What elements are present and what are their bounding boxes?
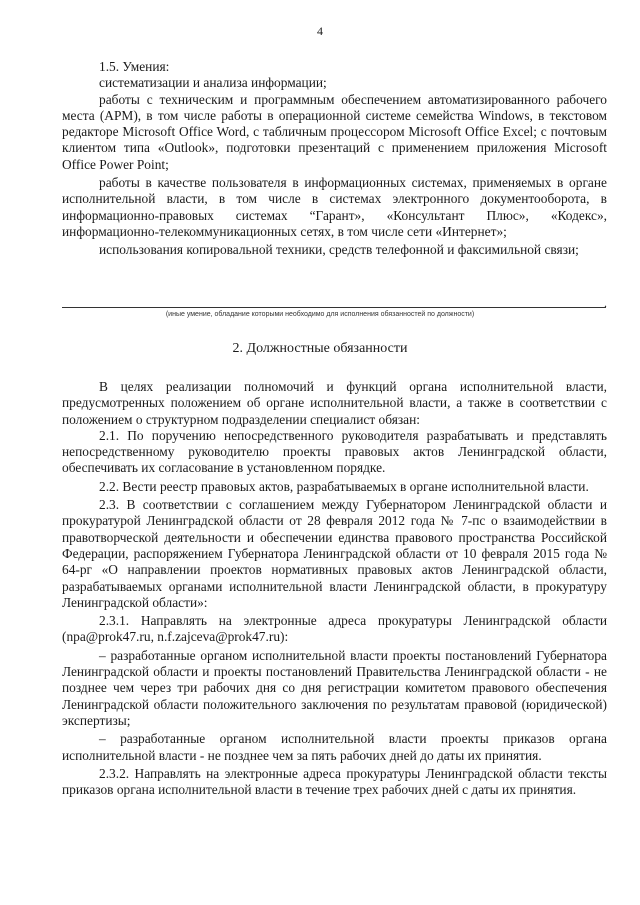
duty-paragraph: 2.3.1. Направлять на электронные адреса прокуратуры Ленинградской области (npa@prok47.ru, n.f.zajceva@prok47.ru): bbox=[62, 613, 607, 645]
section-title-duties: 2. Должностные обязанности bbox=[232, 341, 408, 356]
skills-section bbox=[62, 59, 607, 259]
page-number: 4 bbox=[317, 24, 323, 38]
duties-section bbox=[62, 379, 607, 798]
skill-item: работы в качестве пользователя в информационных системах, применяемых в органе исполнительной власти, в том числе в системах электронного документооборота, в информационно-правовых системах “Гарант», «Консультант Плюс», «Кодекс», информационно-телекоммуникационных сетях, в том числе сети «Интернет»; bbox=[62, 175, 607, 239]
duty-paragraph: – разработанные органом исполнительной власти проекты приказов органа исполнительной власти - не позднее чем за пять рабочих дней до даты их принятия. bbox=[62, 731, 607, 763]
skills-heading: 1.5. Умения: bbox=[99, 59, 170, 74]
duty-paragraph: 2.2. Вести реестр правовых актов, разрабатываемых в органе исполнительной власти. bbox=[99, 478, 589, 494]
skill-item: работы с техническим и программным обеспечением автоматизированного рабочего места (АРМ), в том числе работы в операционной системе семейства Windows, в текстовом редакторе Microsoft Office Word, с табличным процессором Microsoft Office Excel; с почтовым клиентом типа «Outlook», подготовки презентаций с применением приложения Microsoft Office Power Point; bbox=[62, 91, 607, 172]
duty-paragraph: – разработанные органом исполнительной власти проекты постановлений Губернатора Ленинградской области и проекты постановлений Правительства Ленинградской области - не позднее чем через три рабочих дня со дня регистрации комитетом правового обеспечения Ленинградской области положительного заключения по результатам правовой (юридической) экспертизы; bbox=[62, 647, 607, 728]
duty-paragraph: В целях реализации полномочий и функций органа исполнительной власти, предусмотренных положением об органе исполнительной власти, а также в соответствии с положением о структурном подразделении специалист обязан: bbox=[62, 379, 607, 427]
fill-in-line bbox=[62, 307, 606, 308]
skill-item: систематизации и анализа информации; bbox=[99, 75, 327, 91]
fill-line-caption: (иные умение, обладание которыми необходимо для исполнения обязанностей по должности) bbox=[165, 311, 475, 318]
duty-paragraph: 2.3. В соответствии с соглашением между Губернатором Ленинградской области и прокуратурой Ленинградской области от 28 февраля 2012 года № 7-пс о взаимодействии в правотворческой деятельности и обеспечении единства правового пространства Российской Федерации, распоряжением Губернатора Ленинградской области от 10 февраля 2015 года № 64-рг «О направлении проектов нормативных правовых актов Ленинградской области, разрабатываемых органами исполнительной власти Ленинградской области, в прокуратуру Ленинградской области»: bbox=[62, 497, 607, 610]
fill-line-end: . bbox=[604, 296, 607, 310]
duty-paragraph: 2.3.2. Направлять на электронные адреса прокуратуры Ленинградской области тексты приказов органа исполнительной власти в течение трех рабочих дней с даты их принятия. bbox=[62, 765, 607, 798]
duty-paragraph: 2.1. По поручению непосредственного руководителя разрабатывать и представлять непосредственному руководителю проекты правовых актов Ленинградской области, обеспечивать их согласование в установленном порядке. bbox=[62, 427, 607, 476]
skill-item: использования копировальной техники, средств телефонной и факсимильной связи; bbox=[99, 242, 579, 258]
